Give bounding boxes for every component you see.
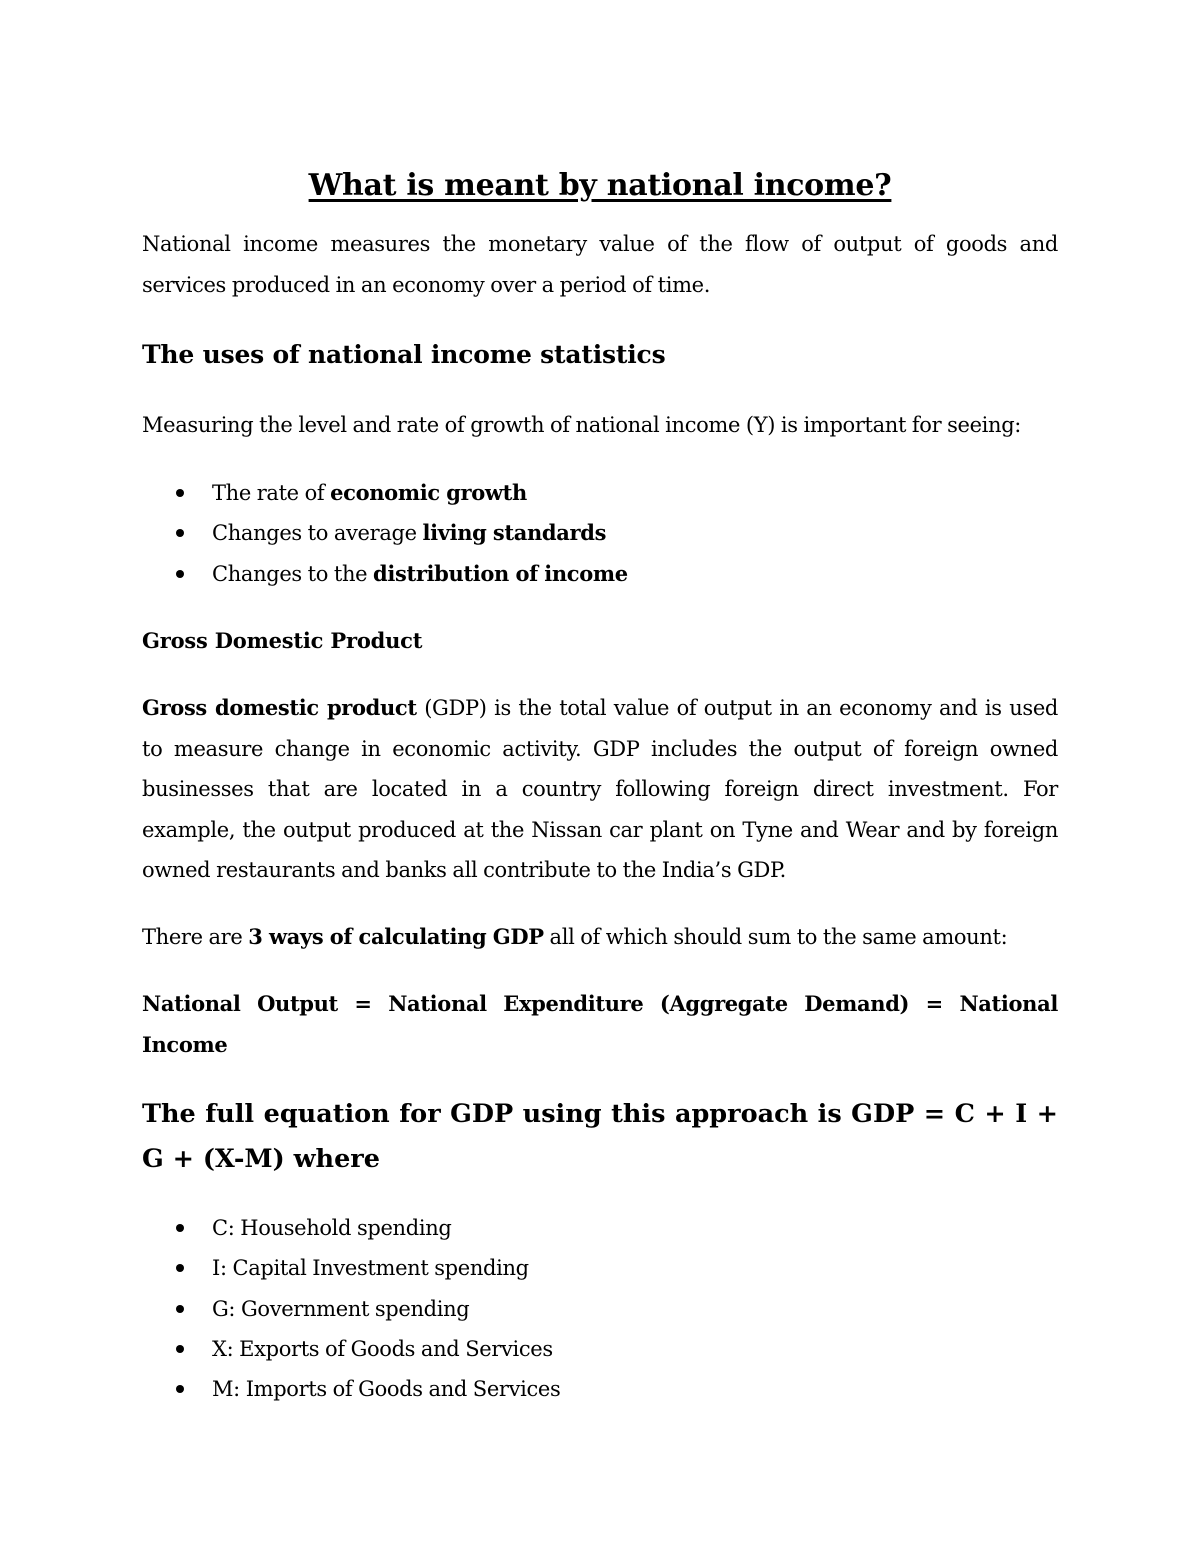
list-item bbox=[142, 1369, 1058, 1409]
intro-paragraph: National income measures the monetary value of the flow of output of goods and services produced in an economy over a period of time. bbox=[142, 232, 1058, 297]
list-item-bold-text: economic growth bbox=[330, 480, 527, 505]
uses-list bbox=[142, 473, 1058, 594]
list-item bbox=[142, 1248, 1058, 1288]
bullet-icon bbox=[176, 1264, 184, 1272]
list-item-text: I: Capital Investment spending bbox=[212, 1256, 529, 1281]
list-item-text: M: Imports of Goods and Services bbox=[212, 1377, 561, 1402]
list-item-text: G: Government spending bbox=[212, 1296, 470, 1321]
list-item-text: C: Household spending bbox=[212, 1216, 452, 1240]
list-item-bold-text: distribution of income bbox=[373, 560, 628, 586]
list-item-text: X: Exports of Goods and Services bbox=[212, 1336, 553, 1361]
bullet-icon bbox=[176, 489, 184, 497]
bullet-icon bbox=[176, 1345, 184, 1353]
list-item bbox=[142, 554, 1058, 594]
gdp-definition: (GDP) is the total value of output in an economy and is used to measure change in economic activity. GDP includes the output of foreign owned businesses that are located in a country following foreign direct investment. For example, the output produced at the Nissan car plant on Tyne and Wear and by foreign owned restaurants and banks all contribute to the India’s GDP. bbox=[142, 696, 1058, 882]
list-item bbox=[142, 1329, 1058, 1369]
bullet-icon bbox=[176, 1305, 184, 1313]
equation-list bbox=[142, 1208, 1058, 1409]
gdp-term: Gross domestic product bbox=[142, 695, 417, 720]
gdp-paragraph bbox=[142, 688, 1058, 891]
list-item-bold-text: living standards bbox=[422, 520, 607, 546]
ways-paragraph bbox=[142, 917, 1058, 958]
uses-intro-paragraph: Measuring the level and rate of growth of national income (Y) is important for seeing: bbox=[142, 413, 1022, 437]
bullet-icon bbox=[176, 1385, 184, 1393]
ways-bold: 3 ways of calculating GDP bbox=[248, 924, 544, 949]
ways-prefix: There are bbox=[142, 925, 249, 949]
ways-suffix: all of which should sum to the same amount: bbox=[543, 925, 1008, 949]
identity-statement: National Output = National Expenditure (Aggregate Demand) = National Income bbox=[142, 991, 1058, 1057]
list-item bbox=[142, 1289, 1058, 1329]
gdp-heading: Gross Domestic Product bbox=[142, 628, 423, 653]
bullet-icon bbox=[176, 1224, 184, 1232]
list-item bbox=[142, 1208, 1058, 1248]
bullet-icon bbox=[176, 529, 184, 537]
page-title: What is meant by national income? bbox=[308, 168, 892, 203]
list-item-text: The rate of bbox=[212, 481, 331, 505]
list-item-text: Changes to average bbox=[212, 521, 423, 546]
list-item-text: Changes to the bbox=[212, 561, 374, 586]
list-item bbox=[142, 513, 1058, 553]
uses-heading: The uses of national income statistics bbox=[142, 340, 666, 369]
list-item bbox=[142, 473, 1058, 513]
bullet-icon bbox=[176, 570, 184, 578]
equation-heading: The full equation for GDP using this approach is GDP = C + I + G + (X-M) where bbox=[142, 1099, 1058, 1174]
